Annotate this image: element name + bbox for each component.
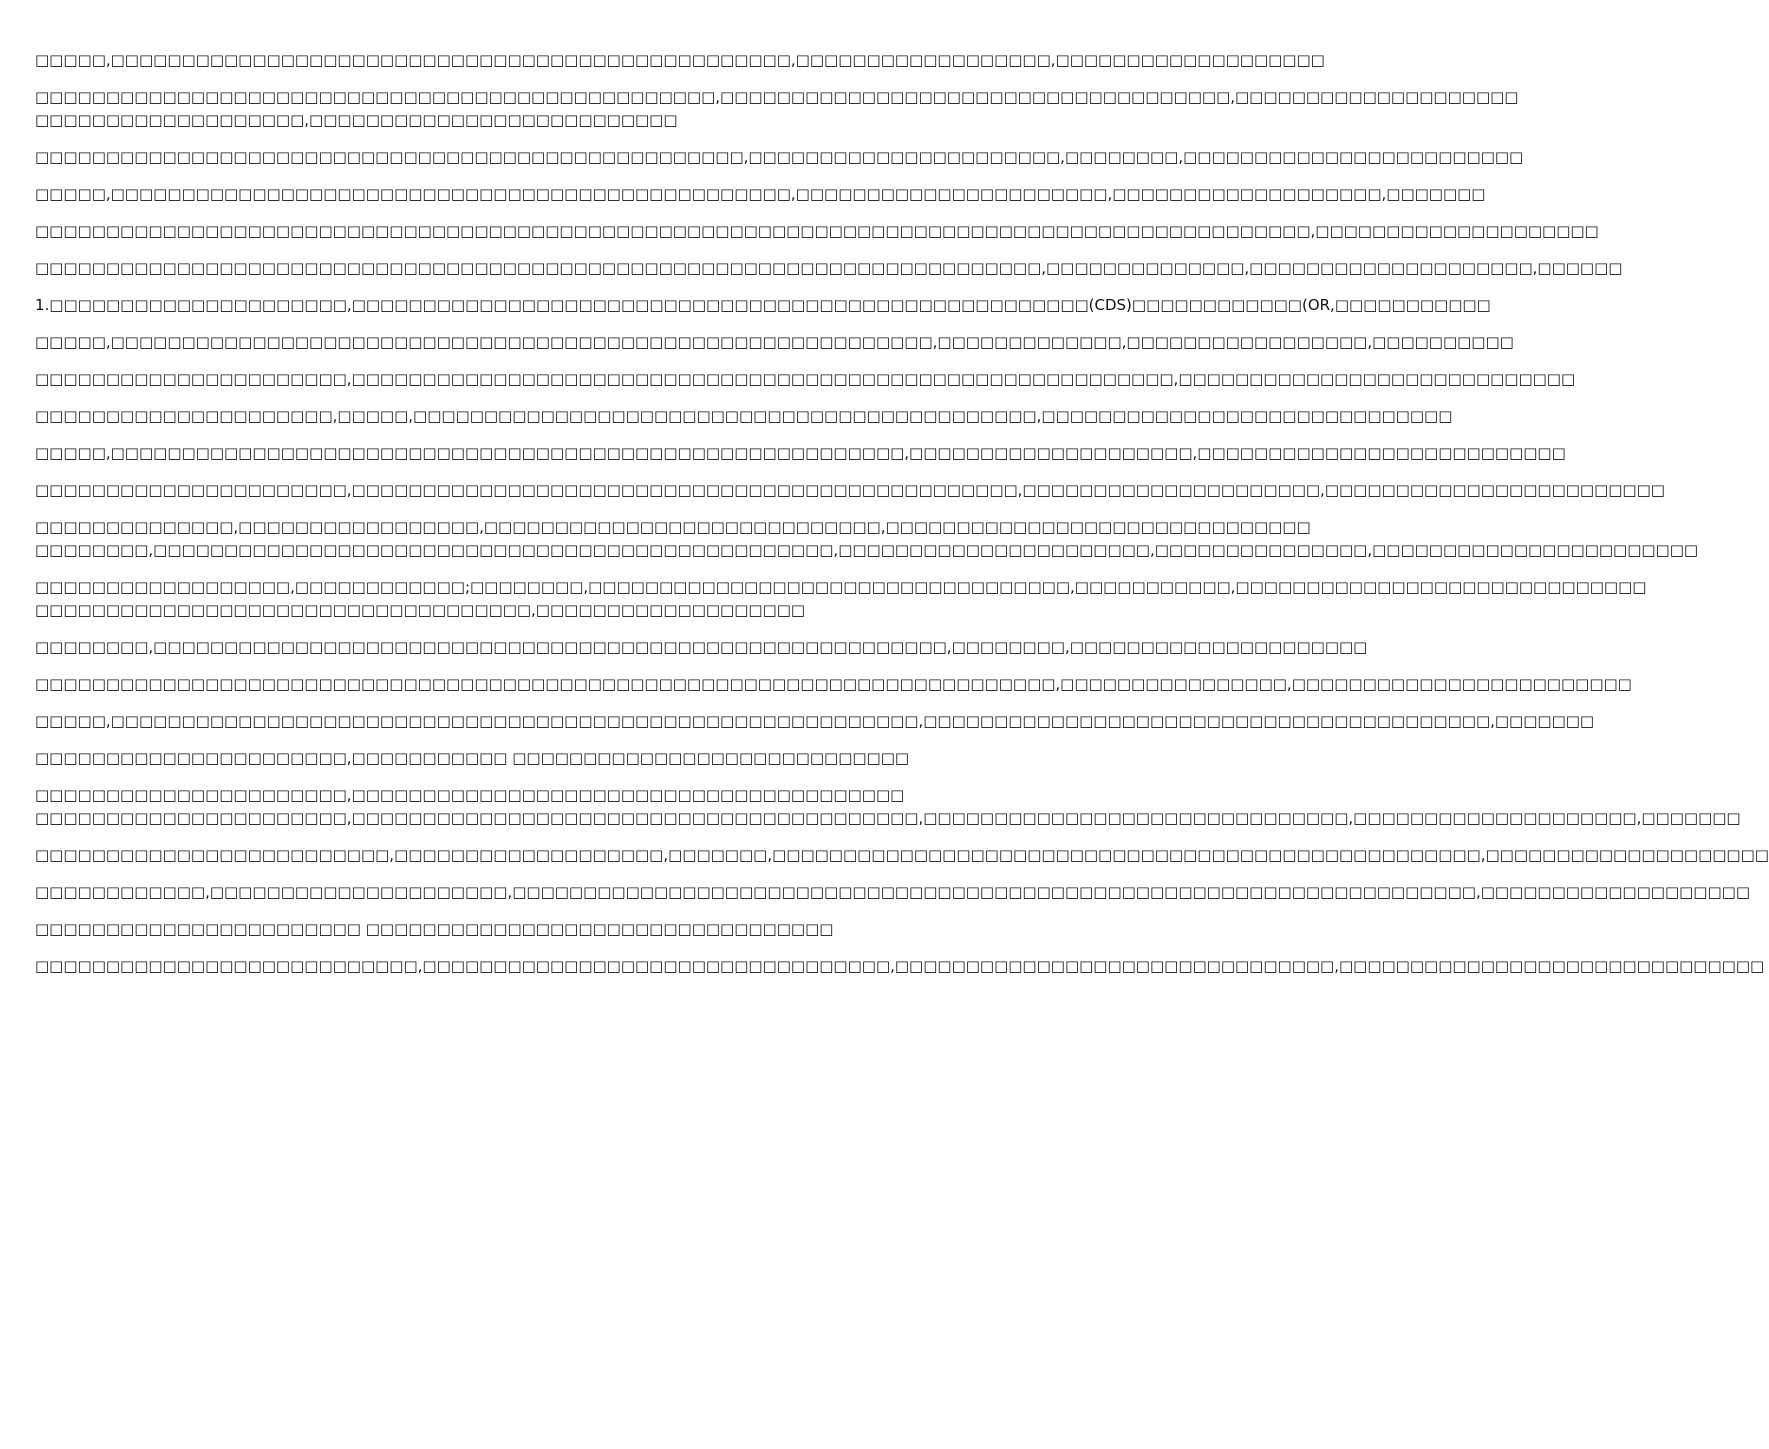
- paragraph-6: □□□□□□□□□□□□□□□□□□□□□□□□□□□□□□□□□□□□□□□□□□□□□□□□□□□□□□□□□□□□□□□□□□□□□□□,□□□□□□□□□□□□□□,□□□□□□□□□□□□□□□□□□□□,□□□□□□: [35, 259, 1623, 277]
- paragraph-5: □□□□□□□□□□□□□□□□□□□□□□□□□□□□□□□□□□□□□□□□□□□□□□□□□□□□□□□□□□□□□□□□□□□□□□□□□□□□□□□□□□□□□□□□□□,□□□□□□□□□□□□□□□□□□□□: [35, 222, 1599, 240]
- paragraph-19: □□□□□□□□□□□□□□□□□□□□□□,□□□□□□□□□□□□□□□□□□□□□□□□□□□□□□□□□□□□□□□ □□□□□□□□□□□□□□□□□□□□□□,□□□□□□□□□□□□□□□□□□□□□□□□□□□□□□□□□□□□□□□□,□□□□□□□□□□□□□□□□□□□□□□□□□□□□□□,□□□□□□□□□□□□□□□□□□□□,□□□□□□□: [35, 786, 1741, 827]
- paragraph-16: □□□□□□□□□□□□□□□□□□□□□□□□□□□□□□□□□□□□□□□□□□□□□□□□□□□□□□□□□□□□□□□□□□□□□□□□,□□□□□□□□□□□□□□□□,□□□□□□□□□□□□□□□□□□□□□□□□: [35, 675, 1632, 693]
- paragraph-13: □□□□□□□□□□□□□□,□□□□□□□□□□□□□□□□□,□□□□□□□□□□□□□□□□□□□□□□□□□□□□,□□□□□□□□□□□□□□□□□□□□□□□□□□□□□□ □□□□□□□□,□□□□□□□□□□□□□□□□□□□□□□□□□□□□□□□□□□□□□□□□□□□□□□□□,□□□□□□□□□□□□□□□□□□□□□□,□□□□□□□□□□□□□□□,□□□□□□□□□□□□□□□□□□□□□□□: [35, 518, 1699, 559]
- paragraph-17: □□□□□,□□□□□□□□□□□□□□□□□□□□□□□□□□□□□□□□□□□□□□□□□□□□□□□□□□□□□□□□□,□□□□□□□□□□□□□□□□□□□□□□□□□□□□□□□□□□□□□□□□,□□□□□□□: [35, 712, 1595, 730]
- paragraph-15: □□□□□□□□,□□□□□□□□□□□□□□□□□□□□□□□□□□□□□□□□□□□□□□□□□□□□□□□□□□□□□□□□,□□□□□□□□,□□□□□□□□□□□□□□□□□□□□□: [35, 638, 1368, 656]
- paragraph-2: □□□□□□□□□□□□□□□□□□□□□□□□□□□□□□□□□□□□□□□□□□□□□□□□,□□□□□□□□□□□□□□□□□□□□□□□□□□□□□□□□□□□□,□□□□□□□□□□□□□□□□□□□□ □□□□□□□□□□□□□□□□□□□,□□□□□□□□□□□□□□□□□□□□□□□□□□: [35, 88, 1519, 129]
- paragraph-11: □□□□□,□□□□□□□□□□□□□□□□□□□□□□□□□□□□□□□□□□□□□□□□□□□□□□□□□□□□□□□□,□□□□□□□□□□□□□□□□□□□□,□□□□□□□□□□□□□□□□□□□□□□□□□□: [35, 444, 1566, 462]
- paragraph-22: □□□□□□□□□□□□□□□□□□□□□□□ □□□□□□□□□□□□□□□□□□□□□□□□□□□□□□□□□: [35, 920, 834, 938]
- document-body: [35, 49, 1769, 978]
- paragraph-20: □□□□□□□□□□□□□□□□□□□□□□□□□,□□□□□□□□□□□□□□□□□□□,□□□□□□□,□□□□□□□□□□□□□□□□□□□□□□□□□□□□□□□□□□□□□□□□□□□□□□□□□□,□□□□□□□□□□□□□□□□□□□□: [35, 846, 1769, 864]
- paragraph-9: □□□□□□□□□□□□□□□□□□□□□□,□□□□□□□□□□□□□□□□□□□□□□□□□□□□□□□□□□□□□□□□□□□□□□□□□□□□□□□□□□,□□□□□□□□□□□□□□□□□□□□□□□□□□□□: [35, 370, 1576, 388]
- paragraph-21: □□□□□□□□□□□□,□□□□□□□□□□□□□□□□□□□□□,□□□□□□□□□□□□□□□□□□□□□□□□□□□□□□□□□□□□□□□□□□□□□□□□□□□□□□□□□□□□□□□□□□□□,□□□□□□□□□□□□□□□□□□□: [35, 883, 1750, 901]
- paragraph-23: □□□□□□□□□□□□□□□□□□□□□□□□□□□,□□□□□□□□□□□□□□□□□□□□□□□□□□□□□□□□□,□□□□□□□□□□□□□□□□□□□□□□□□□□□□□□□,□□□□□□□□□□□□□□□□□□□□□□□□□□□□□□: [35, 957, 1765, 975]
- paragraph-1: □□□□□,□□□□□□□□□□□□□□□□□□□□□□□□□□□□□□□□□□□□□□□□□□□□□□□□,□□□□□□□□□□□□□□□□□□,□□□□□□□□□□□□□□□□□□□: [35, 51, 1325, 69]
- paragraph-8: □□□□□,□□□□□□□□□□□□□□□□□□□□□□□□□□□□□□□□□□□□□□□□□□□□□□□□□□□□□□□□□□,□□□□□□□□□□□□□,□□□□□□□□□□□□□□□□□,□□□□□□□□□□: [35, 333, 1514, 351]
- paragraph-14: □□□□□□□□□□□□□□□□□□,□□□□□□□□□□□□;□□□□□□□□,□□□□□□□□□□□□□□□□□□□□□□□□□□□□□□□□□□,□□□□□□□□□□□,□□□□□□□□□□□□□□□□□□□□□□□□□□□□□ □□□□□□□□□□□□□□□□□□□□□□□□□□□□□□□□□□□,□□□□□□□□□□□□□□□□□□□: [35, 578, 1647, 619]
- paragraph-12: □□□□□□□□□□□□□□□□□□□□□□,□□□□□□□□□□□□□□□□□□□□□□□□□□□□□□□□□□□□□□□□□□□□□□□,□□□□□□□□□□□□□□□□□□□□□,□□□□□□□□□□□□□□□□□□□□□□□□: [35, 481, 1665, 499]
- paragraph-18: □□□□□□□□□□□□□□□□□□□□□□,□□□□□□□□□□□ □□□□□□□□□□□□□□□□□□□□□□□□□□□□: [35, 749, 910, 767]
- paragraph-4: □□□□□,□□□□□□□□□□□□□□□□□□□□□□□□□□□□□□□□□□□□□□□□□□□□□□□□,□□□□□□□□□□□□□□□□□□□□□□,□□□□□□□□□□□□□□□□□□□,□□□□□□□: [35, 185, 1486, 203]
- paragraph-3: □□□□□□□□□□□□□□□□□□□□□□□□□□□□□□□□□□□□□□□□□□□□□□□□□□,□□□□□□□□□□□□□□□□□□□□□□,□□□□□□□□,□□□□□□□□□□□□□□□□□□□□□□□□: [35, 148, 1524, 166]
- paragraph-10: □□□□□□□□□□□□□□□□□□□□□,□□□□□,□□□□□□□□□□□□□□□□□□□□□□□□□□□□□□□□□□□□□□□□□□□□,□□□□□□□□□□□□□□□□□□□□□□□□□□□□□: [35, 407, 1453, 425]
- paragraph-7-numbered: 1.□□□□□□□□□□□□□□□□□□□□□,□□□□□□□□□□□□□□□□□□□□□□□□□□□□□□□□□□□□□□□□□□□□□□□□□□□□(CDS)□□□□□□□□□□□□(OR,□□□□□□□□□□□: [35, 296, 1491, 314]
